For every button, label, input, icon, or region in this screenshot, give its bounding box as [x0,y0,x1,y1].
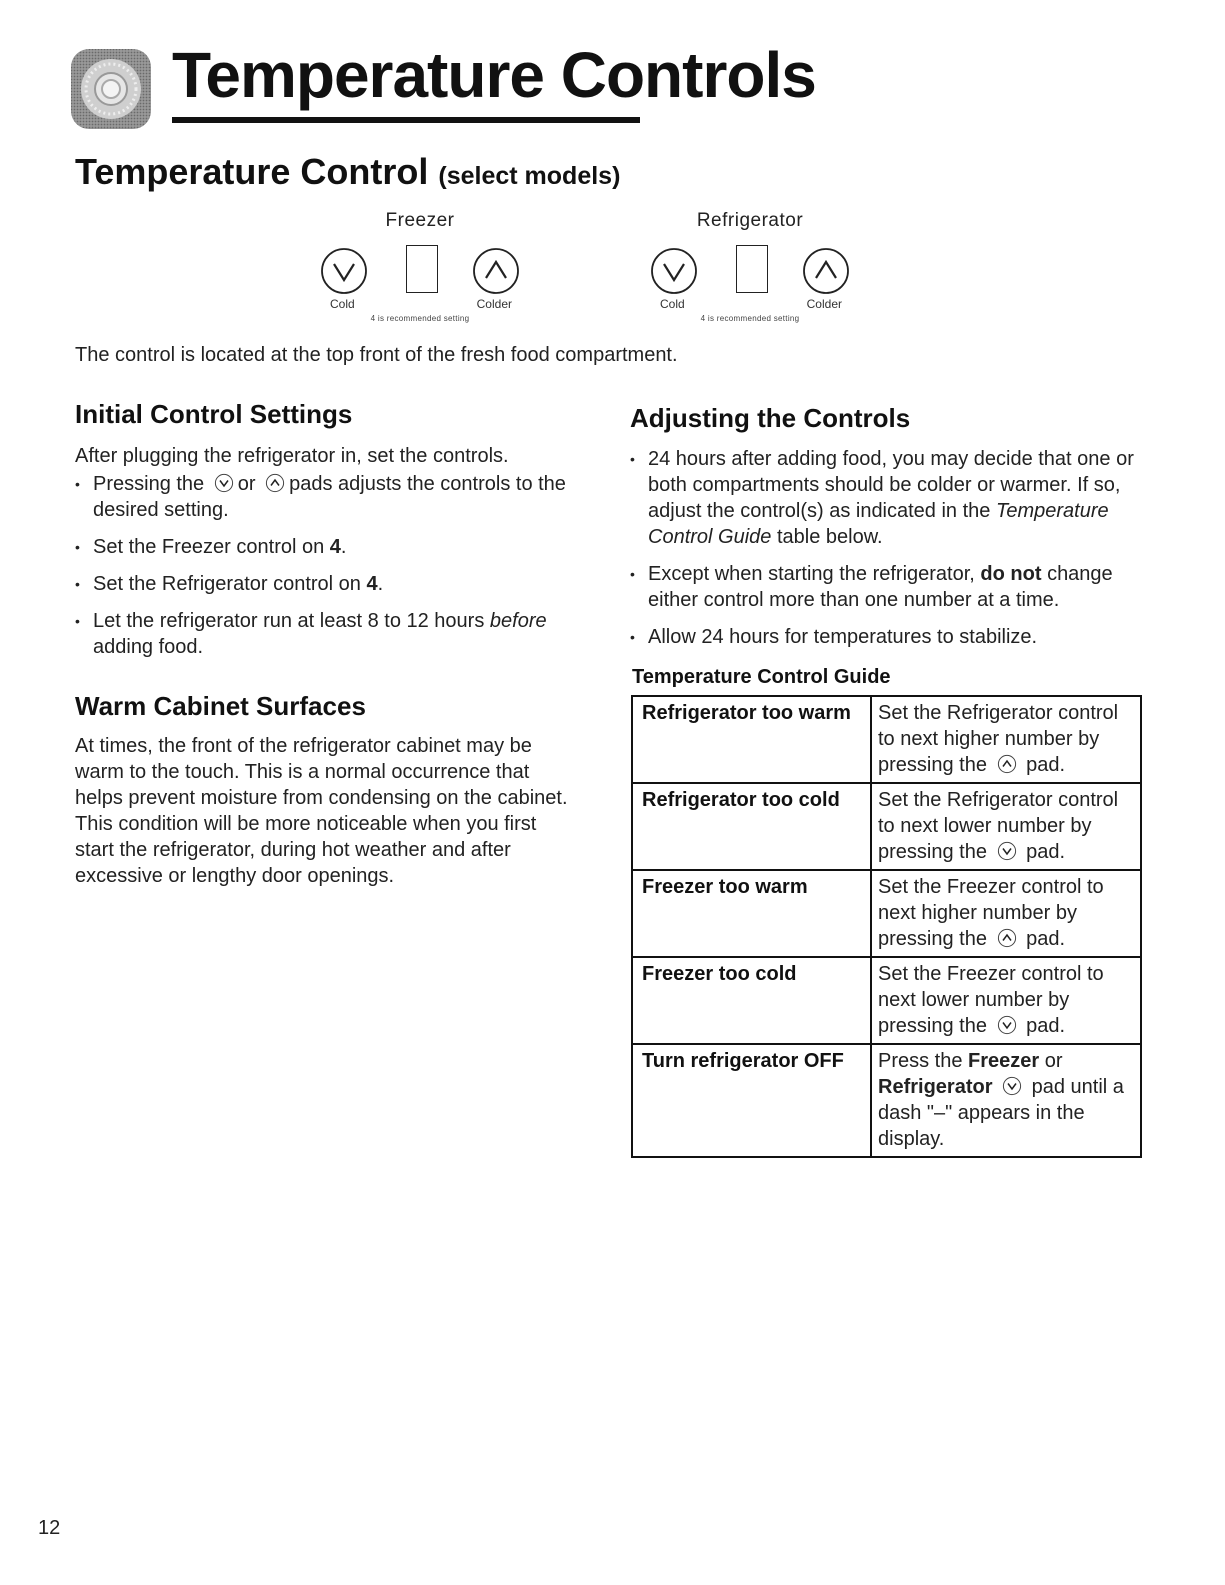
list-item: • Set the Freezer control on 4. [75,534,595,560]
action-text: pad until a dash "–" appears in the display. [878,1076,1124,1150]
bullet-text: 24 hours after adding food, you may decide that one or both compartments should be colder or warmer. If so, adjust the control(s) as indicated in the [648,448,1134,522]
section-title-suffix: (select models) [438,162,621,190]
list-item: • Set the Refrigerator control on 4. [75,571,595,597]
table-row [632,696,1141,783]
title-underline [172,117,640,123]
temperature-dial-icon [70,48,152,130]
table-cell-condition: Freezer too warm [632,870,871,957]
freezer-setting-value: 4 [329,536,341,558]
table-cell-action [871,957,1141,1044]
guide-title: Temperature Control Guide [632,666,891,688]
chevron-up-pad-icon [997,928,1017,948]
bullet-text: pads adjusts the controls to the desired setting. [93,473,566,521]
bullet-text: Set the Refrigerator control on [93,573,361,595]
list-item [630,446,1140,550]
chevron-down-pad-icon [214,473,234,493]
freezer-down-pad-icon[interactable] [320,247,368,295]
freezer-label: Freezer [385,210,455,231]
action-text: Press the [878,1050,963,1072]
refrigerator-display [736,245,768,293]
refrigerator-down-pad-icon[interactable] [650,247,698,295]
warm-surfaces-body: At times, the front of the refrigerator cabinet may be warm to the touch. This is a normal occurrence that helps prevent moisture from condensing on the cabinet. This condition will be more noticeable when you first start the refrigerator, during hot weather and after excessive or lengthy door openings. [75,735,568,887]
bullet-strong: do not [980,563,1042,585]
chevron-down-pad-icon [1002,1076,1022,1096]
page-title: Temperature Controls [172,39,816,111]
table-cell-condition: Refrigerator too warm [632,696,871,783]
chevron-down-pad-icon [997,841,1017,861]
refrigerator-cold-label: Cold [660,297,685,311]
bullet-text: Pressing the [93,473,205,495]
action-text: pad. [1026,841,1066,863]
list-item [75,471,595,523]
bullet-text: or [237,473,256,495]
freezer-up-pad-icon[interactable] [472,247,520,295]
action-text: Set the Refrigerator control to next lower number by pressing the [878,789,1119,863]
bullet-text: change either control more than one number at a time. [648,563,1113,611]
refrigerator-control-panel [650,210,850,330]
chevron-up-pad-icon [997,754,1017,774]
refrigerator-up-pad-icon[interactable] [802,247,850,295]
bullet-text: Set the Freezer control on [93,536,325,558]
table-row [632,870,1141,957]
refrigerator-label: Refrigerator [696,210,804,231]
bullet-text: Except when starting the refrigerator, [648,563,975,585]
freezer-recommended-note: 4 is recommended setting [370,314,470,323]
freezer-display [406,245,438,293]
refrigerator-setting-value: 4 [366,573,378,595]
action-text: pad. [1026,928,1066,950]
refrigerator-colder-label: Colder [806,297,842,311]
bullet-text: Let the refrigerator run at least 8 to 12 hours [93,610,485,632]
action-text: Set the Refrigerator control to next higher number by pressing the [878,702,1119,776]
page-number: 12 [38,1517,61,1539]
action-strong: Freezer [968,1050,1040,1072]
guide-reference: Temperature Control Guide [648,500,1109,548]
bullet-text: adding food. [93,636,204,658]
refrigerator-recommended-note: 4 is recommended setting [700,314,800,323]
initial-settings-lead: After plugging the refrigerator in, set the controls. [75,445,509,467]
intro-text: The control is located at the top front of the fresh food compartment. [75,344,678,366]
action-text: Set the Freezer control to next higher number by pressing the [878,876,1104,950]
list-item [630,561,1140,613]
list-item [630,624,1140,650]
section-title-text: Temperature Control [75,151,429,192]
table-cell-action [871,1044,1141,1157]
table-cell-condition: Freezer too cold [632,957,871,1044]
freezer-control-panel [320,210,520,330]
bullet-text: Allow 24 hours for temperatures to stabilize. [648,626,1038,648]
bullet-text: table below. [776,526,883,548]
chevron-up-pad-icon [265,473,285,493]
temperature-control-guide-table [631,695,1142,1158]
adjusting-list [630,446,1140,661]
table-cell-condition: Turn refrigerator OFF [632,1044,871,1157]
action-text: pad. [1026,754,1066,776]
freezer-cold-label: Cold [330,297,355,311]
action-text: or [1044,1050,1063,1072]
warm-surfaces-heading: Warm Cabinet Surfaces [75,691,366,721]
initial-settings-heading: Initial Control Settings [75,399,353,429]
action-strong: Refrigerator [878,1076,993,1098]
table-cell-condition: Refrigerator too cold [632,783,871,870]
table-cell-action [871,783,1141,870]
table-cell-action [871,870,1141,957]
section-title [75,150,620,198]
initial-settings-list [75,471,595,671]
action-text: pad. [1026,1015,1066,1037]
freezer-colder-label: Colder [476,297,512,311]
chevron-down-pad-icon [997,1015,1017,1035]
table-row [632,783,1141,870]
bullet-emphasis: before [489,610,547,632]
action-text: Set the Freezer control to next lower number by pressing the [878,963,1104,1037]
table-row [632,1044,1141,1157]
list-item [75,608,595,660]
adjusting-heading: Adjusting the Controls [630,403,911,433]
table-cell-action [871,696,1141,783]
table-row [632,957,1141,1044]
